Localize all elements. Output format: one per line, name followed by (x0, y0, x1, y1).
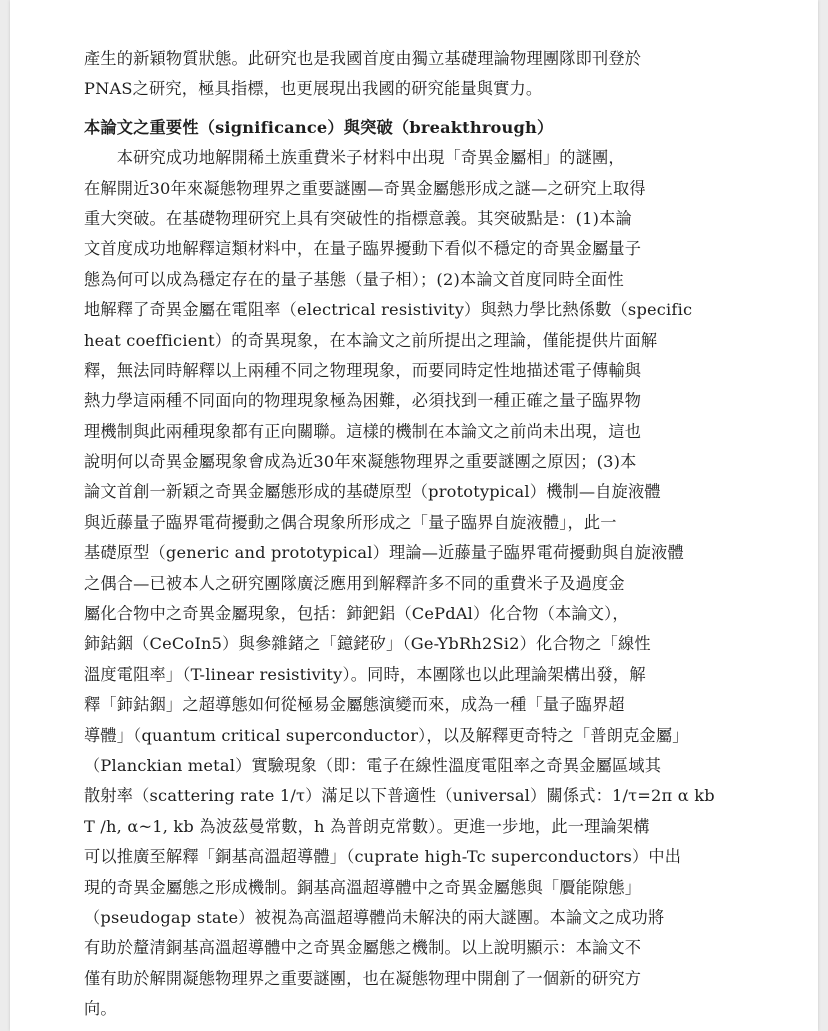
body-line: 溫度電阻率」（T-linear resistivity）。同時，本團隊也以此理論架構出發，解 (84, 664, 646, 684)
intro-line: 產生的新穎物質狀態。此研究也是我國首度由獨立基礎理論物理團隊即刊登於 (84, 49, 642, 68)
body-line: 基礎原型（generic and prototypical）理論—近藤量子臨界電荷擾動與自旋液體 (84, 543, 684, 563)
body-line: 釋「鈰鈷銦」之超導態如何從極易金屬態演變而來，成為一種「量子臨界超 (84, 695, 625, 715)
body-line: 屬化合物中之奇異金屬現象，包括：鈰鈀鋁（CePdAl）化合物（本論文）， (84, 604, 629, 624)
body-line: 之偶合—已被本人之研究團隊廣泛應用到解釋許多不同的重費米子及過度金 (84, 573, 625, 593)
body-line: 向。 (84, 999, 117, 1019)
body-line: 論文首創一新穎之奇異金屬態形成的基礎原型（prototypical）機制—自旋液體 (84, 482, 661, 502)
body-line: 現的奇異金屬態之形成機制。銅基高溫超導體中之奇異金屬態與「贗能隙態」 (84, 877, 642, 897)
body-line: 態為何可以成為穩定存在的量子基態（量子相）；(2)本論文首度同時全面性 (84, 269, 624, 289)
body-line: 釋，無法同時解釋以上兩種不同之物理現象，而要同時定性地描述電子傳輸與 (84, 360, 642, 380)
body-line: 文首度成功地解釋這類材料中，在量子臨界擾動下看似不穩定的奇異金屬量子 (84, 239, 642, 259)
section-heading: 本論文之重要性（significance）與突破（breakthrough） (84, 117, 554, 137)
document-page (10, 0, 818, 1031)
body-line: 理機制與此兩種現象都有正向關聯。這樣的機制在本論文之前尚未出現，這也 (84, 421, 642, 441)
body-line: 重大突破。在基礎物理研究上具有突破性的指標意義。其突破點是：(1)本論 (84, 208, 632, 228)
body-line: T /h, α~1, kb 為波茲曼常數，h 為普朗克常數）。更進一步地，此一理論架構 (84, 816, 650, 836)
body-line: 地解釋了奇異金屬在電阻率（electrical resistivity）與熱力學比熱係數（specific (84, 300, 693, 320)
body-line: 與近藤量子臨界電荷擾動之偶合現象所形成之「量子臨界自旋液體」，此一 (84, 512, 617, 532)
body-line: 鈰鈷銦（CeCoIn5）與參雜鍺之「鐿銠矽」（Ge-YbRh2Si2）化合物之「線性 (84, 634, 651, 654)
body-line: 可以推廣至解釋「銅基高溫超導體」（cuprate high-Tc superconductors）中出 (84, 847, 682, 867)
body-line: 本研究成功地解開稀土族重費米子材料中出現「奇異金屬相」的謎團， (84, 148, 625, 168)
intro-line: PNAS之研究，極具指標，也更展現出我國的研究能量與實力。 (84, 79, 543, 99)
body-line: （Planckian metal）實驗現象（即：電子在線性溫度電阻率之奇異金屬區域其 (84, 755, 662, 775)
body-line: 僅有助於解開凝態物理界之重要謎團，也在凝態物理中開創了一個新的研究方 (84, 968, 642, 988)
body-line: 在解開近30年來凝態物理界之重要謎團—奇異金屬態形成之謎—之研究上取得 (84, 178, 646, 198)
body-line: 熱力學這兩種不同面向的物理現象極為困難，必須找到一種正確之量子臨界物 (84, 391, 642, 411)
body-line: （pseudogap state）被視為高溫超導體尚未解決的兩大謎團。本論文之成功將 (84, 907, 665, 927)
body-line: heat coefficient）的奇異現象，在本論文之前所提出之理論，僅能提供片面解 (84, 330, 658, 350)
body-line: 散射率（scattering rate 1/τ）滿足以下普適性（universal）關係式：1/τ=2π α kb (84, 786, 715, 806)
body-line: 有助於釐清銅基高溫超導體中之奇異金屬態之機制。以上說明顯示：本論文不 (84, 938, 642, 958)
document-text (84, 44, 750, 1025)
body-line: 說明何以奇異金屬現象會成為近30年來凝態物理界之重要謎團之原因；(3)本 (84, 452, 637, 472)
body-line: 導體」（quantum critical superconductor），以及解釋更奇特之「普朗克金屬」 (84, 725, 689, 745)
